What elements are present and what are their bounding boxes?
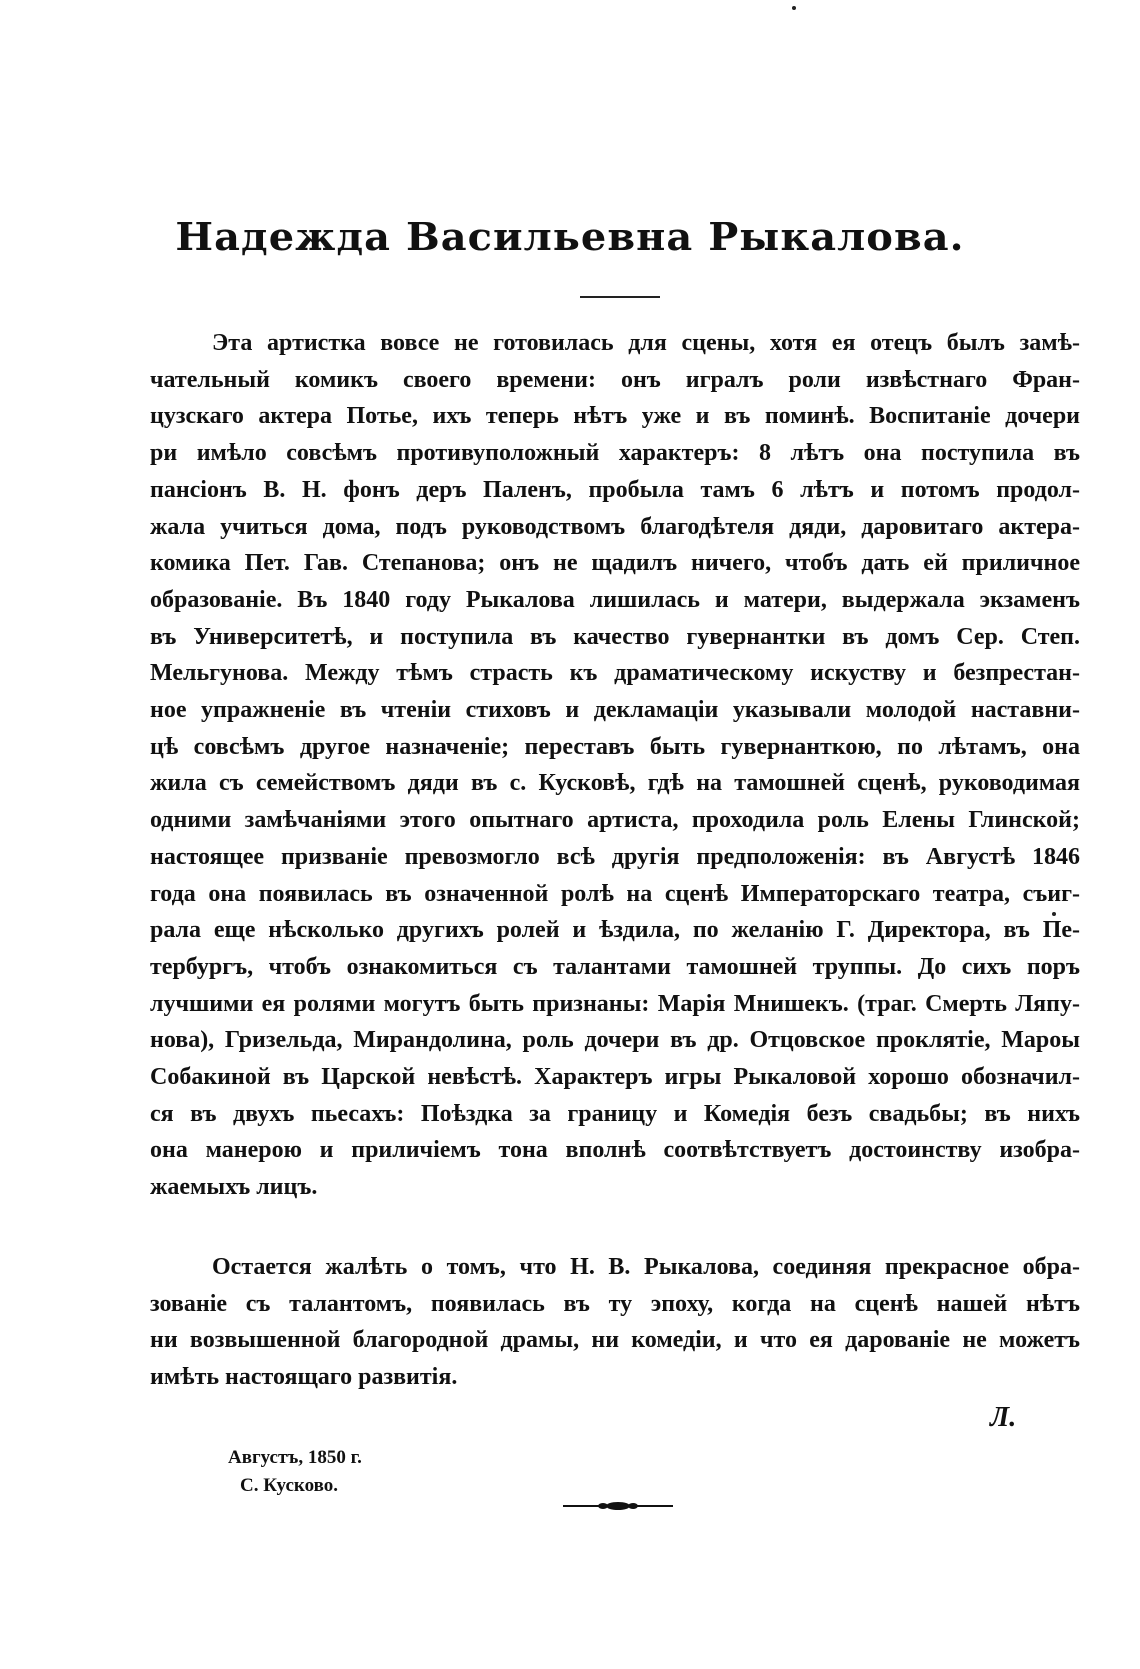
text-line: жаемыхъ лицъ. [150,1174,318,1201]
text-line: въ Университетѣ, и поступила въ качество гувернантки въ домъ Сер. Степ. [150,623,1080,650]
place-text: С. Кусково. [240,1475,338,1496]
text-line: пансіонъ В. Н. фонъ деръ Паленъ, пробыла тамъ 6 лѣтъ и потомъ продол- [150,476,1080,503]
ornament-flourish [563,1500,673,1512]
text-line: Собакиной въ Царской невѣстѣ. Характеръ игры Рыкаловой хорошо обозначил- [150,1064,1080,1091]
text-line: Остается жалѣть о томъ, что Н. В. Рыкалова, соединяя прекрасное обра- [212,1254,1080,1280]
document-title: Надежда Васильевна Рыкалова. [175,214,965,259]
text-line: цѣ совсѣмъ другое назначеніе; переставъ быть гувернанткою, по лѣтамъ, она [150,733,1080,760]
text-line: нова), Гризельда, Мирандолина, роль дочери въ др. Отцовское проклятіе, Мароы [150,1027,1080,1054]
text-line: жала учиться дома, подъ руководствомъ благодѣтеля дяди, даровитаго актера- [150,513,1080,540]
print-speck [792,6,796,10]
text-line: тербургъ, чтобъ ознакомиться съ талантами тамошней труппы. До сихъ поръ [150,953,1080,980]
text-line: одними замѣчаніями этого опытнаго артиста, проходила роль Елены Глинской; [150,807,1080,834]
text-line: имѣть настоящаго развитія. [150,1364,458,1391]
text-line: чательный комикъ своего времени: онъ игралъ роли извѣстнаго Фран- [150,366,1080,393]
dateline [228,1444,362,1500]
text-line: ся въ двухъ пьесахъ: Поѣздка за границу и Комедія безъ свадьбы; въ нихъ [150,1100,1080,1127]
text-line: Мельгунова. Между тѣмъ страсть къ драматическому искуству и безпрестан- [150,660,1080,687]
text-line: комика Пет. Гав. Степанова; онъ не щадилъ ничего, чтобъ дать ей приличное [150,550,1080,577]
paragraph-1 [150,325,1080,1206]
date-text: Августъ, 1850 г. [228,1447,362,1468]
title-rule [580,296,660,298]
text-line: рала еще нѣсколько другихъ ролей и ѣздила, по желанію Г. Директора, въ Пе- [150,917,1080,944]
text-line: года она появилась въ означенной ролѣ на сценѣ Императорскаго театра, съиг- [150,880,1080,907]
paragraph-2 [150,1249,1080,1396]
text-line: ри имѣло совсѣмъ противуположный характеръ: 8 лѣтъ она поступила въ [150,440,1080,467]
text-line: ни возвышенной благородной драмы, ни комедіи, и что ея дарованіе не можетъ [150,1327,1080,1354]
text-line: зованіе съ талантомъ, появилась въ ту эпоху, когда на сценѣ нашей нѣтъ [150,1290,1080,1317]
author-initial: Л. [990,1402,1017,1433]
text-line: жила съ семействомъ дяди въ с. Кусковѣ, гдѣ на тамошней сценѣ, руководимая [150,770,1080,797]
text-line: образованіе. Въ 1840 году Рыкалова лишилась и матери, выдержала экзаменъ [150,586,1080,613]
text-line: она манерою и приличіемъ тона вполнѣ соотвѣтствуетъ достоинству изобра- [150,1137,1080,1164]
text-line: лучшими ея ролями могутъ быть признаны: Марія Мнишекъ. (траг. Смерть Ляпу- [150,990,1080,1017]
text-line: ное упражненіе въ чтеніи стиховъ и декламаціи указывали молодой наставни- [150,697,1080,724]
text-line: Эта артистка вовсе не готовилась для сцены, хотя ея отецъ былъ замѣ- [212,330,1080,356]
text-line: цузскаго актера Потье, ихъ теперь нѣтъ уже и въ поминѣ. Воспитаніе дочери [150,403,1080,430]
text-line: настоящее призваніе превозмогло всѣ другія предположенія: въ Августѣ 1846 [150,843,1080,870]
